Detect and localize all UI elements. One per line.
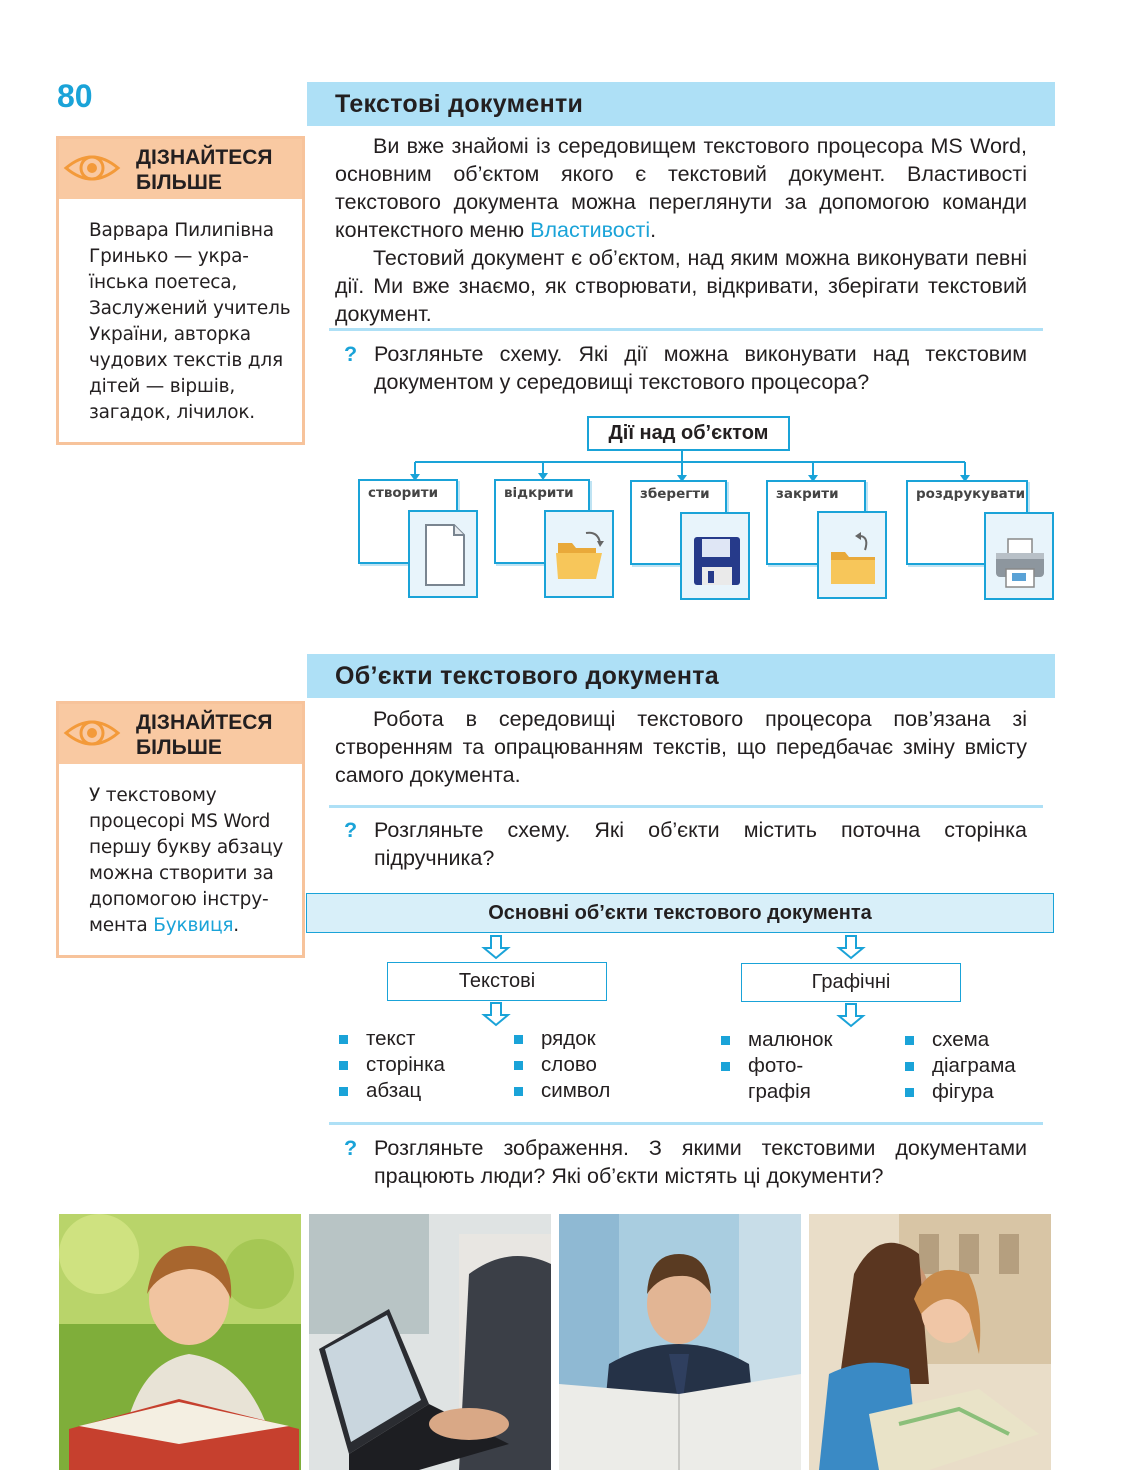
link-drop-cap: Буквиця	[153, 915, 234, 936]
list-item: текст	[339, 1026, 445, 1052]
operation-close: закрити	[766, 480, 866, 565]
info-box-title: ДІЗНАЙТЕСЯ БІЛЬШЕ	[136, 146, 273, 194]
link-properties: Властивості	[530, 218, 651, 242]
question-mark-icon: ?	[344, 342, 358, 366]
question-3: ? Розгляньте зображення. З якими текстовими документами працюють люди? Які об’єкти містять ці документи?	[344, 1136, 1027, 1188]
question-2: ? Розгляньте схему. Які об’єкти містить поточна сторінка підручника?	[344, 818, 1027, 870]
list-item: слово	[514, 1052, 610, 1078]
question-1: ? Розгляньте схему. Які дії можна виконувати над текстовим документом у середовищі текстового процесора?	[344, 342, 1027, 394]
photo-boy-reading-book	[59, 1214, 301, 1470]
operation-print: роздрукувати	[906, 480, 1028, 565]
question-mark-icon: ?	[344, 1136, 358, 1160]
info-box-text: Варвара Пилипівна Гринько — укра- їнська поетеса, Заслужений учитель України, авторка чудових текстів для дітей — віршів, загадок, лічилок.	[89, 220, 291, 423]
graphic-objects-list-2	[905, 1027, 1016, 1105]
question-mark-icon: ?	[344, 818, 358, 842]
list-item: схема	[905, 1027, 1016, 1053]
list-item: сторінка	[339, 1052, 445, 1078]
category-text: Текстові	[387, 962, 607, 1001]
paragraph-intro: Ви вже знайомі із середовищем текстового процесора MS Word, основним об’єктом якого є текстовий документ. Властивості текстового документа можна переглянути за допомогою команди контекстного меню Властивості.	[335, 134, 1027, 242]
list-item: абзац	[339, 1078, 445, 1104]
paragraph-objects-intro: Робота в середовищі текстового процесора пов’язана зі створенням та опрацюванням текстів, що передбачає зміну вмісту самого документа.	[335, 707, 1027, 787]
info-box-title: ДІЗНАЙТЕСЯ БІЛЬШЕ	[136, 711, 273, 759]
info-box-text: У текстовому процесорі MS Word першу букву абзацу можна створити за допомогою інстру- мента Буквиця.	[89, 785, 284, 936]
graphic-objects-list-1	[721, 1027, 833, 1105]
photo-man-reading-newspaper	[559, 1214, 801, 1470]
list-item: фото-	[721, 1053, 833, 1079]
section-title: Об’єкти текстового документа	[335, 662, 720, 690]
list-item: графія	[748, 1080, 811, 1103]
operation-save: зберегти	[630, 480, 727, 565]
paragraph-actions: Тестовий документ є об’єктом, над яким можна виконувати певні дії. Ми вже знаємо, як створювати, відкривати, зберігати текстовий документ.	[335, 246, 1027, 326]
list-item: малюнок	[721, 1027, 833, 1053]
category-graphic: Графічні	[741, 963, 961, 1002]
photo-person-using-laptop	[309, 1214, 551, 1470]
text-objects-list-2	[514, 1026, 610, 1104]
operation-create: створити	[358, 479, 458, 564]
list-item: рядок	[514, 1026, 610, 1052]
section-title: Текстові документи	[335, 90, 584, 118]
photo-women-with-map	[809, 1214, 1051, 1470]
list-item: фігура	[905, 1079, 1016, 1105]
operation-open: відкрити	[494, 479, 590, 564]
divider	[329, 1122, 1043, 1125]
diagram-objects-title: Основні об’єкти текстового документа	[306, 893, 1054, 933]
list-item: символ	[514, 1078, 610, 1104]
diagram-actions-title: Дії над об’єктом	[587, 416, 790, 451]
text-objects-list-1	[339, 1026, 445, 1104]
page-number: 80	[57, 78, 93, 114]
list-item: діаграма	[905, 1053, 1016, 1079]
